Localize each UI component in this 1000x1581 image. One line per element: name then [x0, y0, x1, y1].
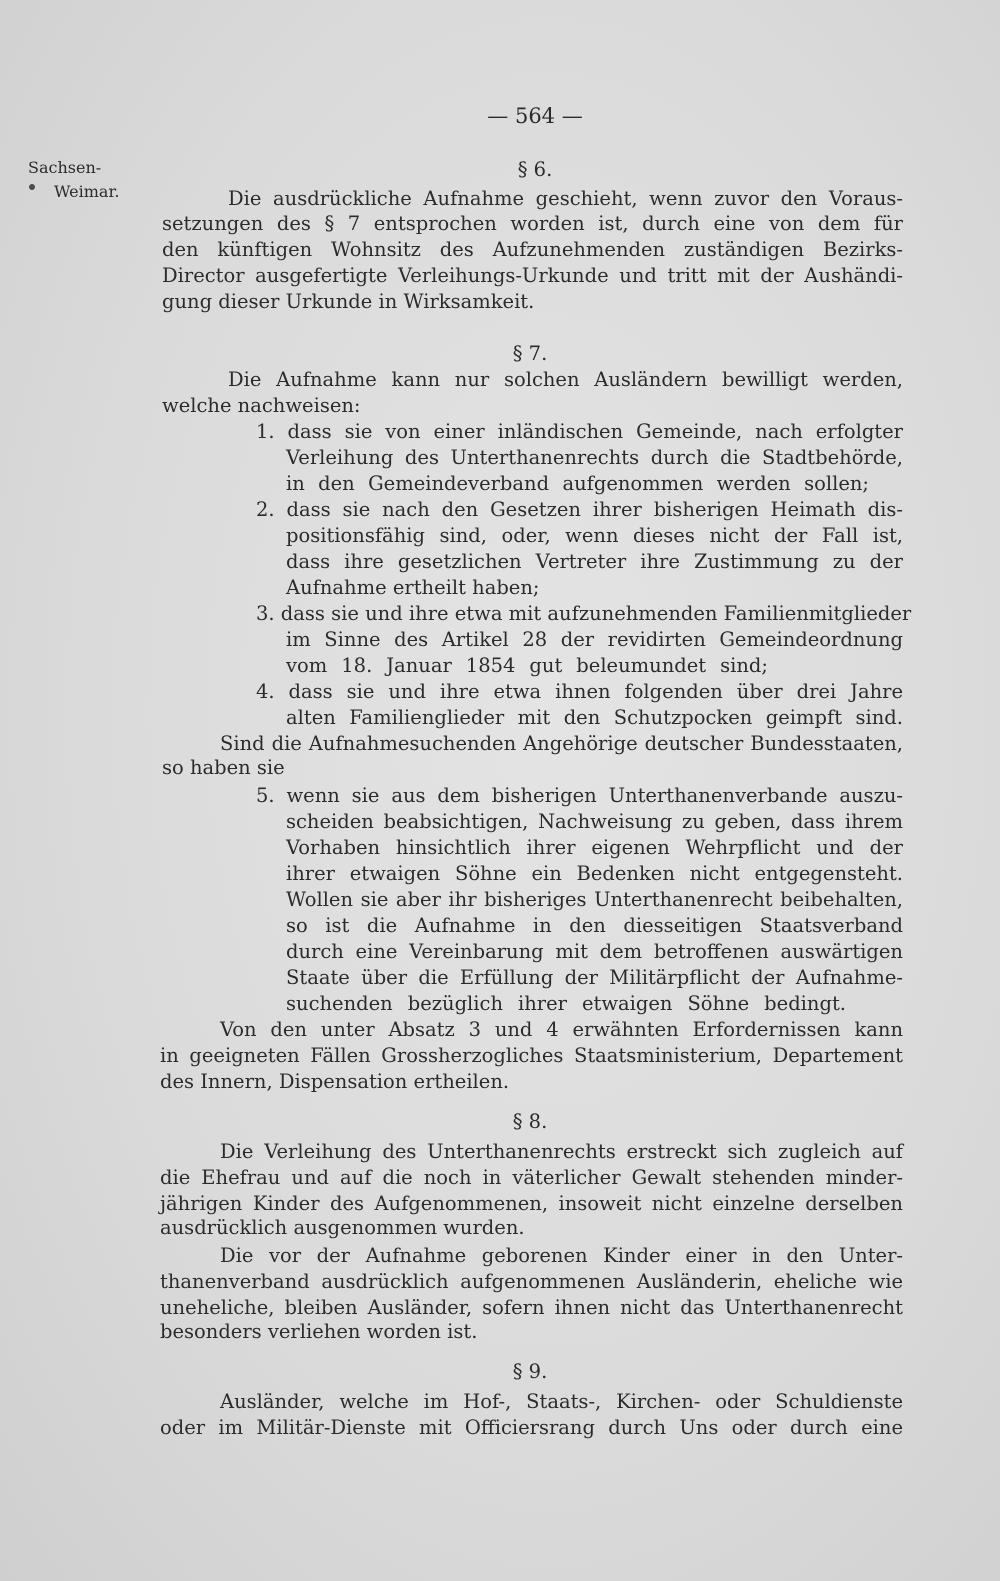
list-item-5-cont: so ist die Aufnahme in den diesseitigen Staatsverband [286, 914, 903, 937]
list-item-2: 2. dass sie nach den Gesetzen ihrer bisherigen Heimath dis- [256, 498, 903, 521]
list-item-5-cont: Vorhaben hinsichtlich ihrer eigenen Wehrpflicht und der [286, 836, 903, 859]
body-line: jährigen Kinder des Aufgenommenen, insoweit nicht einzelne derselben [160, 1192, 903, 1215]
body-line: Von den unter Absatz 3 und 4 erwähnten Erfordernissen kann [220, 1018, 903, 1041]
margin-note-line-1: Sachsen- [28, 158, 102, 177]
body-line: des Innern, Dispensation ertheilen. [160, 1070, 510, 1093]
section-heading-9: § 9. [512, 1360, 548, 1383]
body-line: Die Verleihung des Unterthanenrechts erstreckt sich zugleich auf [220, 1140, 903, 1163]
list-item-5-cont: scheiden beabsichtigen, Nachweisung zu geben, dass ihrem [286, 810, 903, 833]
section-heading-6: § 6. [517, 158, 553, 181]
body-line: die Ehefrau und auf die noch in väterlicher Gewalt stehenden minder- [160, 1166, 903, 1189]
list-item-5: 5. wenn sie aus dem bisherigen Unterthanenverbande auszu- [256, 784, 903, 807]
margin-dot [29, 184, 35, 190]
list-item-4: 4. dass sie und ihre etwa ihnen folgenden über drei Jahre [256, 680, 903, 703]
list-item-2-cont: Aufnahme ertheilt haben; [286, 576, 540, 599]
body-line: gung dieser Urkunde in Wirksamkeit. [162, 290, 535, 313]
body-line: besonders verliehen worden ist. [160, 1320, 478, 1343]
section-heading-7: § 7. [512, 342, 548, 365]
body-line: Ausländer, welche im Hof-, Staats-, Kirchen- oder Schuldienste [220, 1390, 903, 1413]
list-item-2-cont: positionsfähig sind, oder, wenn dieses nicht der Fall ist, [286, 524, 903, 547]
body-line: so haben sie [162, 756, 285, 779]
body-line: oder im Militär-Dienste mit Officiersrang durch Uns oder durch eine [160, 1416, 903, 1439]
body-line: Die vor der Aufnahme geborenen Kinder einer in den Unter- [220, 1244, 903, 1267]
body-line: Director ausgefertigte Verleihungs-Urkunde und tritt mit der Aushändi- [162, 264, 903, 287]
list-item-1: 1. dass sie von einer inländischen Gemeinde, nach erfolgter [256, 420, 903, 443]
list-item-5-cont: Wollen sie aber ihr bisheriges Unterthanenrecht beibehalten, [286, 888, 903, 911]
body-line: Die ausdrückliche Aufnahme geschieht, wenn zuvor den Voraus- [228, 187, 903, 210]
section-heading-8: § 8. [512, 1110, 548, 1133]
page-number: — 564 — [487, 104, 583, 128]
list-item-5-cont: durch eine Vereinbarung mit dem betroffenen auswärtigen [286, 940, 903, 963]
body-line: uneheliche, bleiben Ausländer, sofern ihnen nicht das Unterthanenrecht [160, 1296, 903, 1319]
body-line: setzungen des § 7 entsprochen worden ist, durch eine von dem für [162, 212, 903, 235]
body-line: in geeigneten Fällen Grossherzogliches Staatsministerium, Departement [160, 1044, 903, 1067]
list-item-5-cont: Staate über die Erfüllung der Militärpflicht der Aufnahme- [286, 966, 903, 989]
list-item-3: 3. dass sie und ihre etwa mit aufzunehmenden Familienmitglieder [256, 602, 912, 625]
list-item-3-cont: vom 18. Januar 1854 gut beleumundet sind; [286, 654, 768, 677]
list-item-5-cont: suchenden bezüglich ihrer etwaigen Söhne bedingt. [286, 992, 846, 1015]
list-item-1-cont: Verleihung des Unterthanenrechts durch die Stadtbehörde, [286, 446, 903, 469]
list-item-2-cont: dass ihre gesetzlichen Vertreter ihre Zustimmung zu der [286, 550, 903, 573]
body-line: ausdrücklich ausgenommen wurden. [160, 1216, 525, 1239]
body-line: thanenverband ausdrücklich aufgenommenen Ausländerin, eheliche wie [160, 1270, 903, 1293]
body-line: den künftigen Wohnsitz des Aufzunehmenden zuständigen Bezirks- [162, 238, 903, 261]
list-item-3-cont: im Sinne des Artikel 28 der revidirten Gemeindeordnung [286, 628, 903, 651]
body-line: Die Aufnahme kann nur solchen Ausländern bewilligt werden, [228, 368, 903, 391]
body-line: Sind die Aufnahmesuchenden Angehörige deutscher Bundesstaaten, [220, 732, 903, 755]
margin-note-line-2: Weimar. [54, 182, 120, 201]
body-line: welche nachweisen: [162, 394, 361, 417]
list-item-1-cont: in den Gemeindeverband aufgenommen werden sollen; [286, 472, 869, 495]
list-item-5-cont: ihrer etwaigen Söhne ein Bedenken nicht entgegensteht. [286, 862, 903, 885]
list-item-4-cont: alten Familienglieder mit den Schutzpocken geimpft sind. [286, 706, 903, 729]
